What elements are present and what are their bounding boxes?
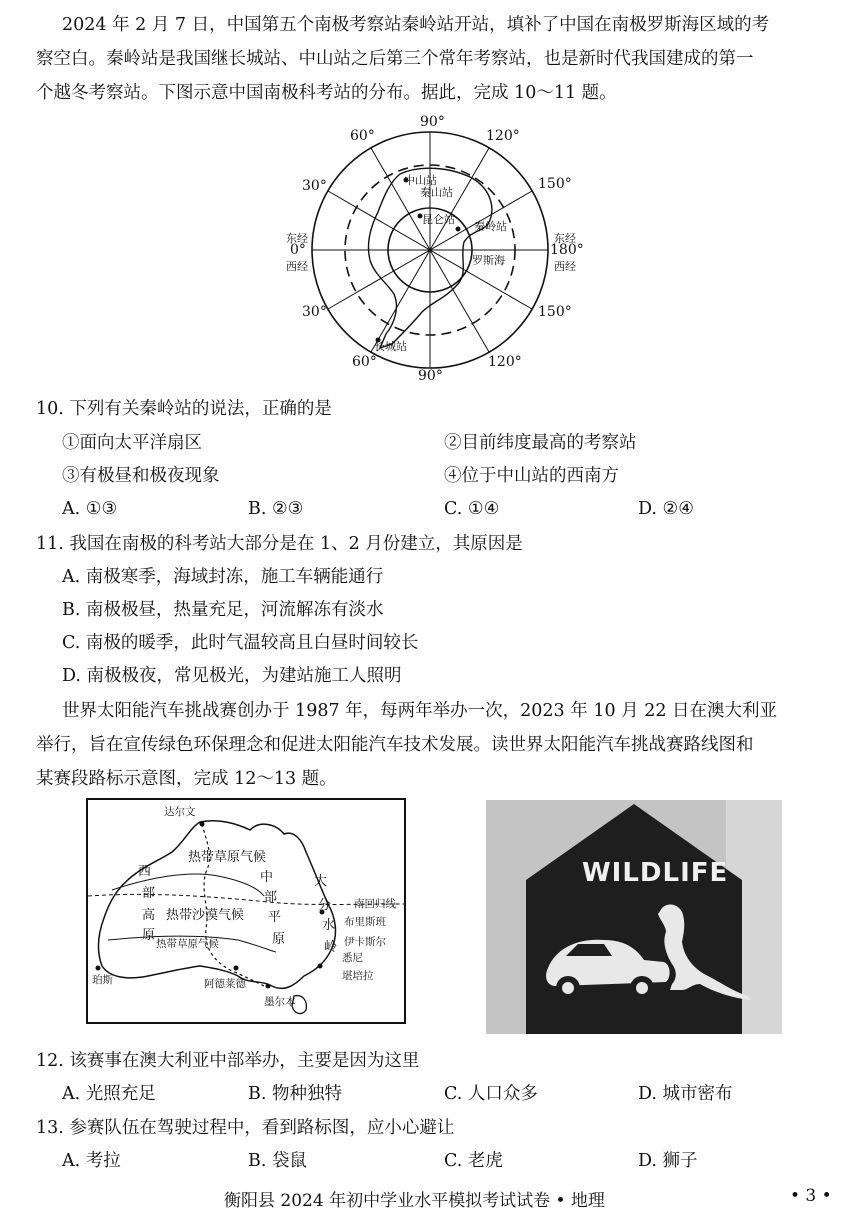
q10-item-3: ③有极昼和极夜现象: [62, 466, 220, 486]
dividing-range-label-3: 水: [322, 918, 336, 933]
lon-label-60-top: 60°: [350, 128, 375, 144]
footer-title: 衡阳县 2024 年初中学业水平模拟考试试卷 • 地理: [224, 1191, 605, 1211]
q11-stem: 11. 我国在南极的科考站大部分是在 1、2 月份建立，其原因是: [36, 534, 523, 554]
dividing-range-label-4: 岭: [324, 940, 338, 955]
lon-label-180: 180°: [550, 242, 584, 258]
q11-choice-d[interactable]: D. 南极极夜，常见极光，为建站施工人照明: [62, 666, 402, 686]
q11-choice-c[interactable]: C. 南极的暖季，此时气温较高且白昼时间较长: [62, 633, 419, 653]
sydney-label: 悉尼: [342, 952, 363, 964]
lon-label-150-top: 150°: [538, 176, 572, 192]
kunlun-station-label: 昆仑站: [422, 213, 455, 226]
perth-dot: [96, 966, 101, 971]
lon-label-90-top: 90°: [420, 114, 445, 130]
canberra-label: 堪培拉: [342, 970, 374, 982]
perth-label: 珀斯: [92, 974, 113, 986]
lon-label-0: 0°: [290, 242, 306, 258]
intro2-line-1: 世界太阳能汽车挑战赛创办于 1987 年，每两年举办一次，2023 年 10 月 22 日在澳大利亚: [62, 701, 778, 721]
q12-choice-c[interactable]: C. 人口众多: [444, 1084, 538, 1104]
intro1-line-2: 察空白。秦岭站是我国继长城站、中山站之后第三个常年考察站，也是新时代我国建成的第一: [36, 49, 754, 69]
west-plateau-label-1: 西: [138, 864, 152, 879]
lon-label-30-top: 30°: [302, 178, 327, 194]
q10-item-1: ①面向太平洋扇区: [62, 433, 202, 453]
intro1-line-3: 个越冬考察站。下图示意中国南极科考站的分布。据此，完成 10～11 题。: [36, 83, 617, 103]
q13-choice-a[interactable]: A. 考拉: [62, 1151, 121, 1171]
east-longitude-left: 东经: [286, 232, 308, 245]
ross-sea-label: 罗斯海: [472, 254, 505, 267]
central-plain-label-1: 中: [260, 870, 274, 885]
lon-label-60-bottom: 60°: [352, 354, 377, 370]
q10-choice-c[interactable]: C. ①④: [444, 499, 500, 519]
darwin-dot: [200, 822, 205, 827]
q13-choice-d[interactable]: D. 狮子: [638, 1151, 698, 1171]
qinling-station-dot: [456, 227, 461, 232]
intro1-line-1: 2024 年 2 月 7 日，中国第五个南极考察站秦岭站开站，填补了中国在南极罗斯海区域的考: [62, 15, 770, 35]
q10-choice-a[interactable]: A. ①③: [62, 499, 118, 519]
melbourne-label: 墨尔本: [264, 996, 296, 1008]
central-plain-label-4: 原: [272, 932, 286, 947]
savanna-top-label: 热带草原气候: [188, 850, 267, 865]
q12-choice-b[interactable]: B. 物种独特: [248, 1084, 342, 1104]
australia-map-svg: [88, 800, 404, 1022]
brisbane-label: 布里斯班: [344, 916, 386, 928]
west-plateau-label-4: 原: [142, 928, 156, 943]
melbourne-dot: [266, 984, 271, 989]
australia-route-map: [86, 798, 406, 1024]
q13-stem: 13. 参赛队伍在驾驶过程中，看到路标图，应小心避让: [36, 1118, 455, 1138]
central-plain-label-3: 平: [268, 910, 282, 925]
q10-stem: 10. 下列有关秦岭站的说法，正确的是: [36, 399, 332, 419]
q12-stem: 12. 该赛事在澳大利亚中部举办，主要是因为这里: [36, 1051, 420, 1071]
wildlife-sign-svg: [486, 800, 782, 1034]
changcheng-station-label: 长城站: [374, 340, 407, 353]
q13-choice-b[interactable]: B. 袋鼠: [248, 1151, 307, 1171]
west-longitude-left: 西经: [286, 260, 308, 273]
q10-item-4: ④位于中山站的西南方: [444, 466, 619, 486]
west-plateau-label-3: 高: [142, 908, 156, 923]
savanna-bottom-label: 热带草原气候: [156, 938, 219, 950]
lon-label-120-top: 120°: [486, 128, 520, 144]
intro2-line-2: 举行，旨在宣传绿色环保理念和促进太阳能汽车技术发展。读世界太阳能汽车挑战赛路线图和: [36, 735, 754, 755]
antarctica-station-map: [282, 112, 594, 392]
dividing-range-label-2: 分: [318, 898, 332, 913]
zhongshan-station-label: 中山站: [404, 174, 437, 187]
west-plateau-label-2: 部: [142, 886, 156, 901]
q10-choice-d[interactable]: D. ②④: [638, 499, 694, 519]
west-longitude-right: 西经: [554, 260, 576, 273]
lon-label-150-bottom: 150°: [538, 304, 572, 320]
east-longitude-right: 东经: [554, 232, 576, 245]
q11-choice-a[interactable]: A. 南极寒季，海域封冻，施工车辆能通行: [62, 567, 384, 587]
q11-choice-b[interactable]: B. 南极极昼，热量充足，河流解冻有淡水: [62, 600, 384, 620]
q12-choice-d[interactable]: D. 城市密布: [638, 1084, 733, 1104]
sydney-dot: [318, 964, 323, 969]
q13-choice-c[interactable]: C. 老虎: [444, 1151, 503, 1171]
adelaide-label: 阿德莱德: [204, 978, 246, 990]
wildlife-sign-text: WILDLIFE: [582, 858, 729, 888]
desert-climate-label: 热带沙漠气候: [166, 908, 245, 923]
tropic-label: 南回归线: [354, 898, 396, 910]
lon-label-90-bottom: 90°: [418, 368, 443, 384]
central-plain-label-2: 部: [264, 890, 278, 905]
dividing-range-label-1: 大: [314, 874, 328, 889]
lon-label-120-bottom: 120°: [488, 354, 522, 370]
q10-item-2: ②目前纬度最高的考察站: [444, 433, 637, 453]
intro2-line-3: 某赛段路标示意图，完成 12～13 题。: [36, 769, 337, 789]
taishan-station-label: 秦山站: [420, 186, 453, 199]
q10-choice-b[interactable]: B. ②③: [248, 499, 304, 519]
q12-choice-a[interactable]: A. 光照充足: [62, 1084, 156, 1104]
port-label: 伊卡斯尔: [344, 936, 386, 948]
darwin-label: 达尔文: [164, 806, 196, 818]
lon-label-30-bottom: 30°: [302, 304, 327, 320]
qinling-station-label: 秦岭站: [474, 220, 507, 233]
adelaide-dot: [234, 966, 239, 971]
page-number: • 3 •: [790, 1186, 832, 1206]
antarctica-map-svg: [282, 112, 594, 392]
wildlife-sign-photo: [486, 800, 782, 1034]
